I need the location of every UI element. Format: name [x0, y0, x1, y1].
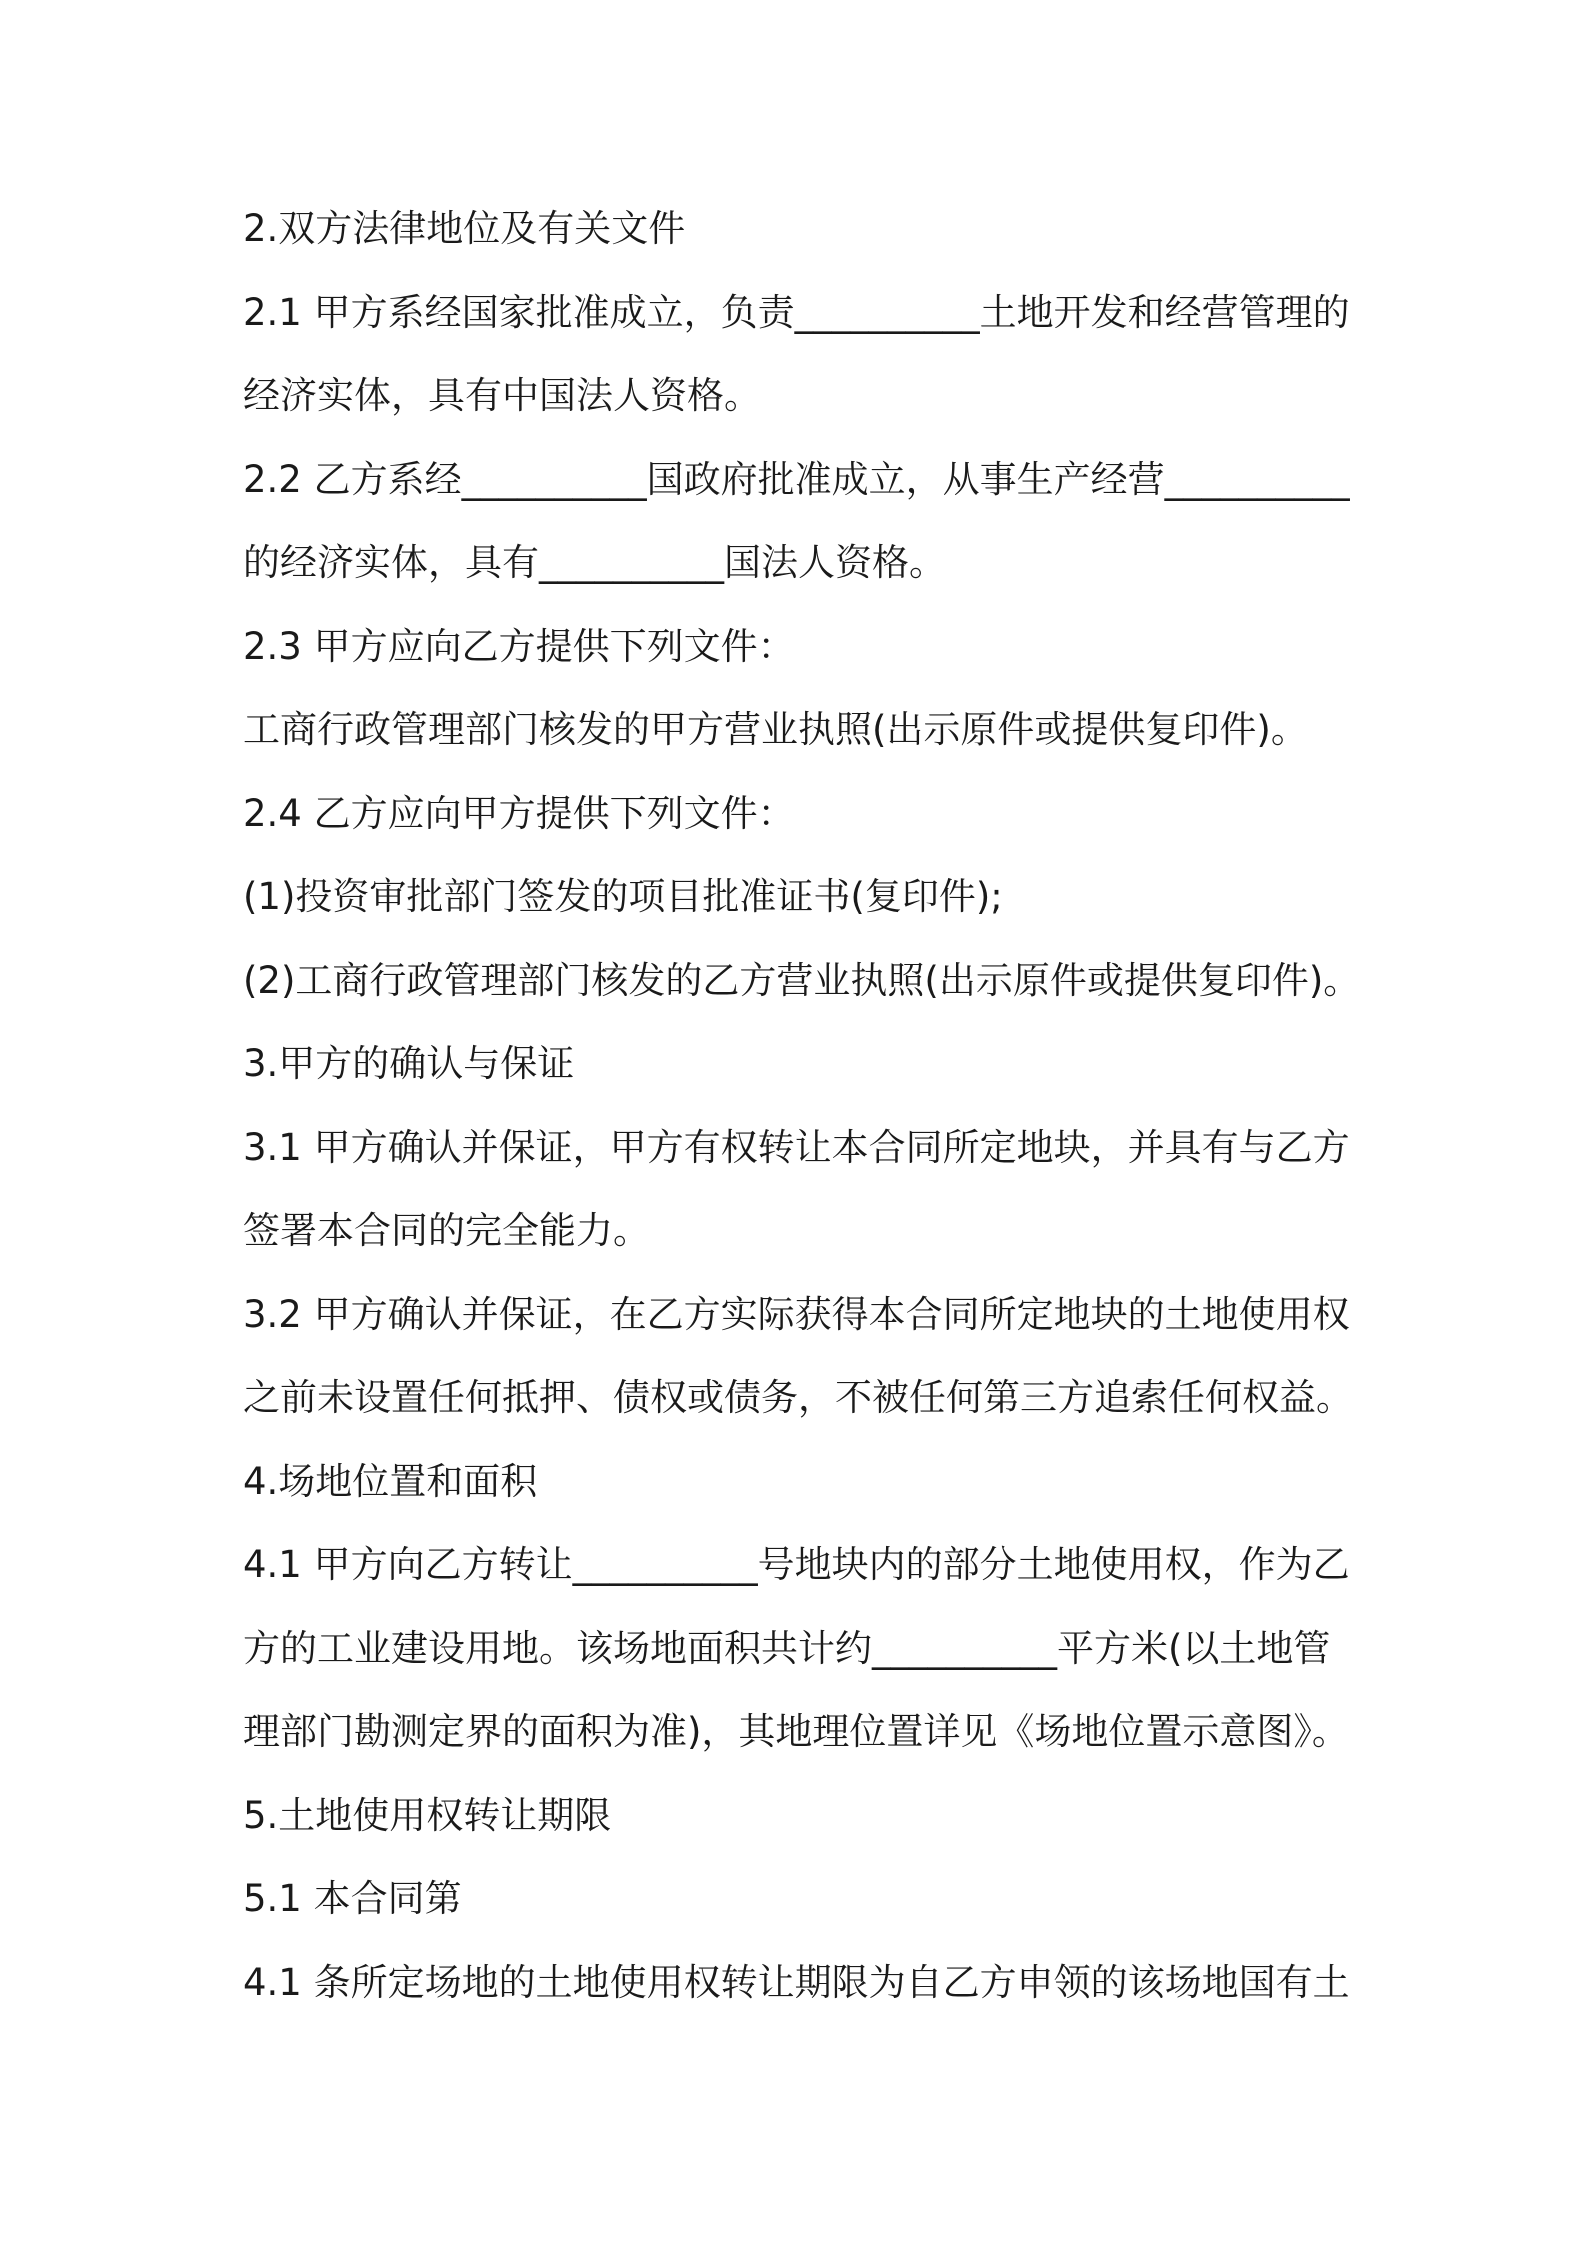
section-heading-4: 4.场地位置和面积: [243, 1460, 538, 1503]
clause-4-1-line-3: 理部门勘测定界的面积为准)，其地理位置详见《场地位置示意图》。: [243, 1710, 1349, 1753]
clause-2-4-line-1: 2.4 乙方应向甲方提供下列文件：: [243, 792, 795, 835]
clause-3-1-line-2: 签署本合同的完全能力。: [243, 1209, 650, 1252]
clause-2-1-line-1: 2.1 甲方系经国家批准成立，负责__________土地开发和经营管理的: [243, 291, 1350, 334]
clause-3-1-line-1: 3.1 甲方确认并保证，甲方有权转让本合同所定地块，并具有与乙方: [243, 1126, 1350, 1169]
section-heading-3: 3.甲方的确认与保证: [243, 1042, 575, 1085]
clause-4-1-line-2: 方的工业建设用地。该场地面积共计约__________平方米(以土地管: [243, 1627, 1331, 1670]
clause-2-3-line-1: 2.3 甲方应向乙方提供下列文件：: [243, 625, 795, 668]
clause-3-2-line-2: 之前未设置任何抵押、债权或债务，不被任何第三方追索任何权益。: [243, 1376, 1353, 1419]
clause-5-1-line-1: 5.1 本合同第: [243, 1877, 462, 1920]
clause-2-4-item-1: (1)投资审批部门签发的项目批准证书(复印件);: [243, 875, 1003, 918]
clause-2-2-line-2: 的经济实体，具有__________国法人资格。: [243, 541, 946, 584]
clause-4-1-line-1: 4.1 甲方向乙方转让__________号地块内的部分土地使用权，作为乙: [243, 1543, 1350, 1586]
clause-2-2-line-1: 2.2 乙方系经__________国政府批准成立，从事生产经营__________: [243, 458, 1350, 501]
clause-2-3-line-2: 工商行政管理部门核发的甲方营业执照(出示原件或提供复印件)。: [243, 708, 1308, 751]
section-heading-2: 2.双方法律地位及有关文件: [243, 207, 686, 250]
clause-2-1-line-2: 经济实体，具有中国法人资格。: [243, 374, 761, 417]
clause-5-1-line-2: 4.1 条所定场地的土地使用权转让期限为自乙方申领的该场地国有土: [243, 1961, 1350, 2004]
clause-3-2-line-1: 3.2 甲方确认并保证，在乙方实际获得本合同所定地块的土地使用权: [243, 1293, 1350, 1336]
clause-2-4-item-2: (2)工商行政管理部门核发的乙方营业执照(出示原件或提供复印件)。: [243, 959, 1361, 1002]
section-heading-5: 5.土地使用权转让期限: [243, 1794, 612, 1837]
